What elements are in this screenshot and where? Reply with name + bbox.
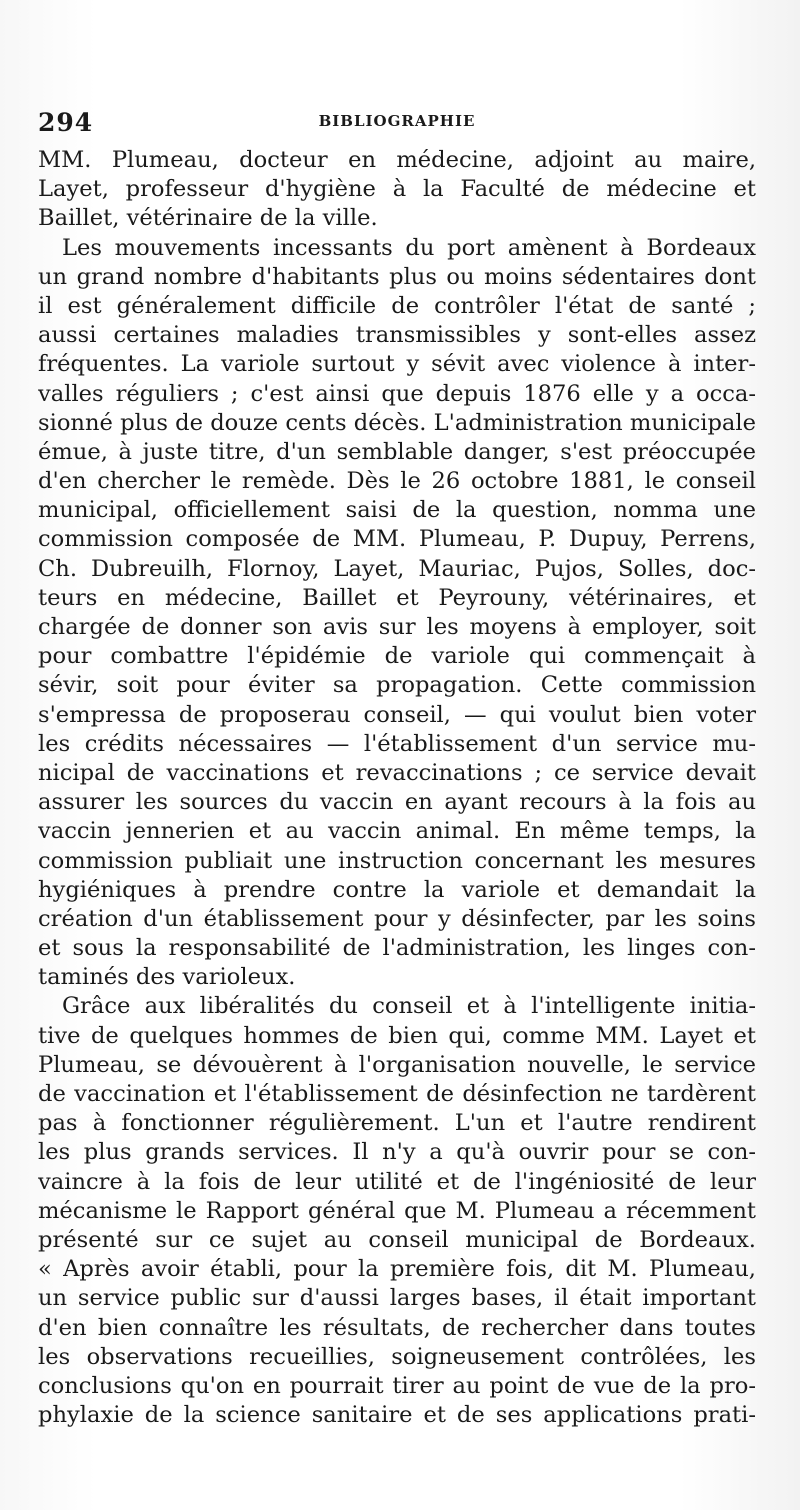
- text-line: Baillet, vétérinaire de la ville.: [38, 205, 378, 232]
- text-line: commission publiait une instruction concernant les mesures: [38, 847, 756, 874]
- text-line: vaccin jennerien et au vaccin animal. En même temps, la: [38, 818, 756, 845]
- text-line: présenté sur ce sujet au conseil municipal de Bordeaux.: [38, 1226, 756, 1253]
- text-line: tive de quelques hommes de bien qui, comme MM. Layet et: [38, 1022, 756, 1049]
- text-line: nicipal de vaccinations et revaccinations ; ce service devait: [38, 759, 756, 786]
- text-line: chargée de donner son avis sur les moyens à employer, soit: [38, 614, 756, 640]
- text-line: un grand nombre d'habitants plus ou moins sédentaires dont: [38, 263, 756, 290]
- text-line: municipal, officiellement saisi de la question, nomma une: [38, 497, 756, 524]
- text-line: teurs en médecine, Baillet et Peyrouny, vétérinaires, et: [38, 584, 756, 611]
- text-line: aussi certaines maladies transmissibles y sont-elles assez: [38, 322, 756, 349]
- text-line: un service public sur d'aussi larges bases, il était important: [38, 1285, 756, 1312]
- text-line: les observations recueillies, soigneusement contrôlées, les: [38, 1343, 756, 1370]
- text-line: Ch. Dubreuilh, Flornoy, Layet, Mauriac, Pujos, Solles, doc-: [38, 555, 756, 582]
- text-line: les plus grands services. Il n'y a qu'à ouvrir pour se con-: [38, 1139, 756, 1166]
- text-line: « Après avoir établi, pour la première fois, dit M. Plumeau,: [38, 1256, 756, 1283]
- text-line: émue, à juste titre, d'un semblable danger, s'est préoccupée: [38, 438, 756, 465]
- page-number: 294: [38, 108, 94, 137]
- text-line: valles réguliers ; c'est ainsi que depuis 1876 elle y a occa-: [38, 380, 756, 407]
- running-head: BIBLIOGRAPHIE: [318, 112, 476, 130]
- text-line: création d'un établissement pour y désinfecter, par les soins: [38, 905, 756, 932]
- text-line: Layet, professeur d'hygiène à la Faculté de médecine et: [38, 176, 756, 203]
- text-line: phylaxie de la science sanitaire et de ses applications prati-: [38, 1402, 756, 1429]
- text-line: assurer les sources du vaccin en ayant recours à la fois au: [38, 789, 756, 816]
- page-header: [38, 100, 756, 140]
- text-line: Les mouvements incessants du port amènent à Bordeaux: [62, 234, 756, 261]
- text-line: taminés des varioleux.: [38, 964, 296, 991]
- text-line: fréquentes. La variole surtout y sévit avec violence à inter-: [38, 351, 756, 378]
- text-line: s'empressa de proposerau conseil, — qui voulut bien voter: [38, 701, 756, 728]
- text-line: conclusions qu'on en pourrait tirer au point de vue de la pro-: [38, 1372, 756, 1399]
- text-line: d'en chercher le remède. Dès le 26 octobre 1881, le conseil: [38, 468, 756, 495]
- text-line: commission composée de MM. Plumeau, P. Dupuy, Perrens,: [38, 526, 756, 553]
- text-line: de vaccination et l'établissement de désinfection ne tardèrent: [38, 1081, 756, 1107]
- text-line: hygiéniques à prendre contre la variole et demandait la: [38, 876, 756, 903]
- text-line: sionné plus de douze cents décès. L'administration municipale: [38, 409, 756, 436]
- body-text: [38, 146, 756, 1430]
- text-line: MM. Plumeau, docteur en médecine, adjoint au maire,: [38, 147, 756, 173]
- text-line: vaincre à la fois de leur utilité et de l'ingéniosité de leur: [38, 1168, 756, 1195]
- text-line: pour combattre l'épidémie de variole qui commençait à: [38, 643, 756, 670]
- text-line: les crédits nécessaires — l'établissement d'un service mu-: [38, 730, 756, 757]
- text-line: Grâce aux libéralités du conseil et à l'intelligente initia-: [62, 993, 756, 1020]
- text-line: mécanisme le Rapport général que M. Plumeau a récemment: [38, 1197, 756, 1224]
- text-line: il est généralement difficile de contrôler l'état de santé ;: [38, 292, 756, 319]
- text-line: pas à fonctionner régulièrement. L'un et l'autre rendirent: [38, 1110, 756, 1137]
- text-line: et sous la responsabilité de l'administration, les linges con-: [38, 935, 756, 962]
- text-line: sévir, soit pour éviter sa propagation. Cette commission: [38, 672, 756, 699]
- text-line: Plumeau, se dévouèrent à l'organisation nouvelle, le service: [38, 1051, 756, 1078]
- text-line: d'en bien connaître les résultats, de rechercher dans toutes: [38, 1314, 756, 1341]
